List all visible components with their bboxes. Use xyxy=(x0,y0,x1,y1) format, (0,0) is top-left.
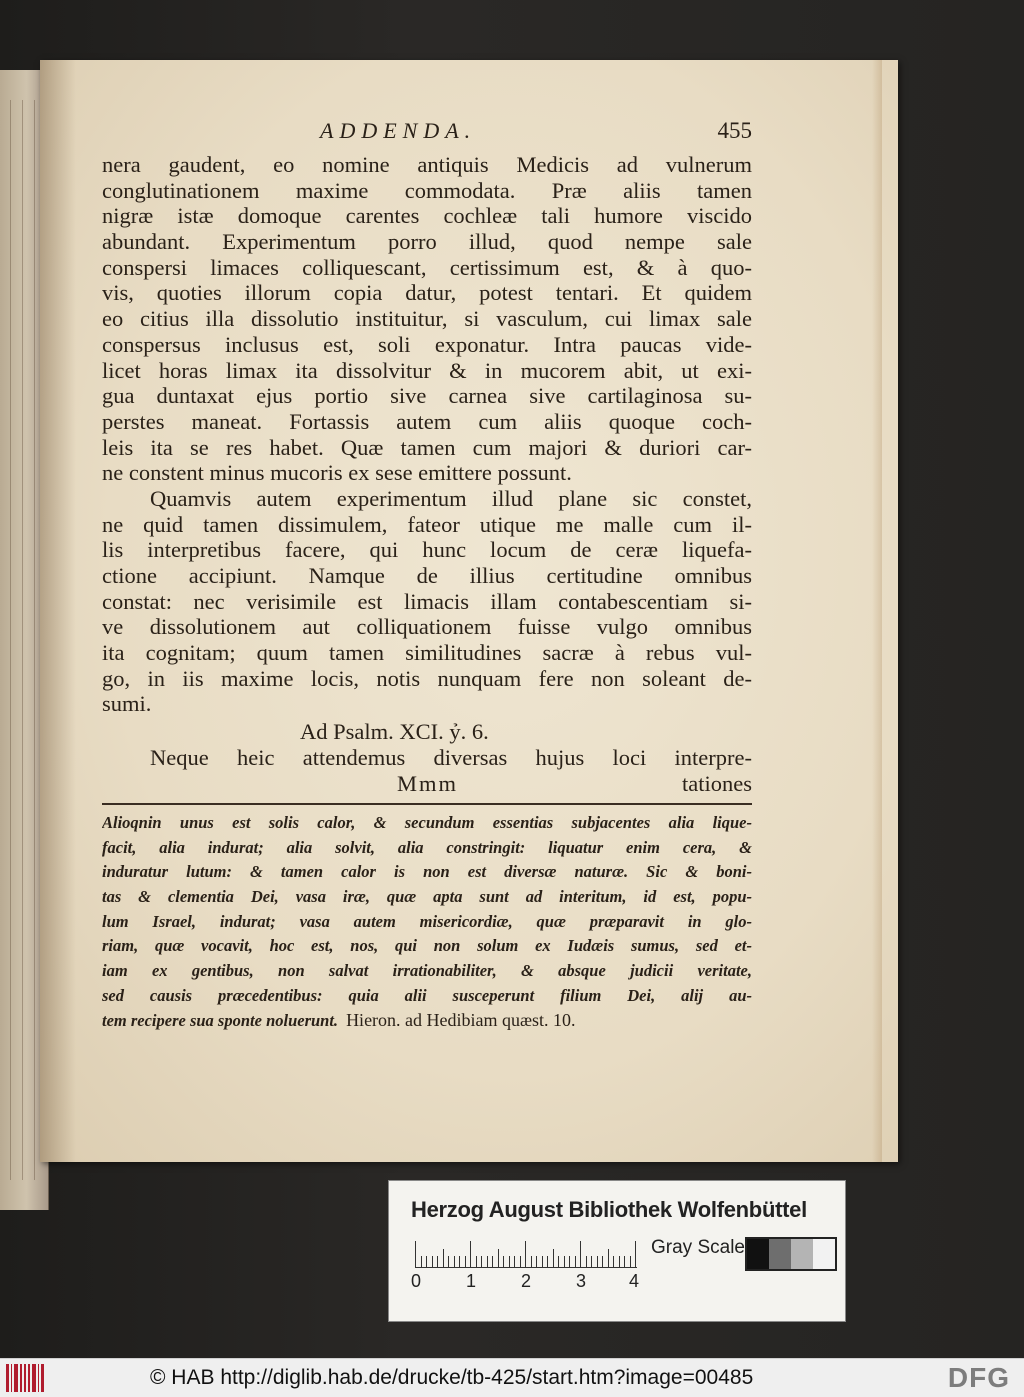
footer-bar xyxy=(0,1358,1024,1397)
ruler-tick xyxy=(619,1256,620,1267)
ruler-tick xyxy=(514,1256,515,1267)
footnote xyxy=(102,811,752,1033)
ruler-tick xyxy=(597,1256,598,1267)
footnote-text: tem recipere sua sponte noluerunt. xyxy=(102,1011,339,1031)
logo-bar xyxy=(24,1364,27,1392)
copyright-link[interactable]: © HAB http://diglib.hab.de/drucke/tb-425/start.htm?image=00485 xyxy=(150,1366,754,1389)
logo-bar xyxy=(6,1364,9,1392)
body-line: nigræ istæ domoque carentes cochleæ tali humore viscido xyxy=(102,203,752,229)
ruler-number: 4 xyxy=(629,1271,640,1291)
ruler-tick xyxy=(608,1249,609,1267)
ruler-tick xyxy=(459,1256,460,1267)
gray-swatch xyxy=(769,1239,791,1269)
ruler-tick xyxy=(630,1256,631,1267)
body-line: ita cognitam; quum tamen similitudines sacræ à rebus vul- xyxy=(102,640,752,666)
page-header xyxy=(102,118,752,152)
body-line: constat: nec verisimile est limacis illam contabescentiam si- xyxy=(102,588,752,614)
hab-logo-icon xyxy=(6,1364,44,1392)
ruler-tick xyxy=(415,1241,416,1267)
footnote-line: sed causis præcedentibus: quia alii susceperunt filium Dei, alij au- xyxy=(102,985,752,1005)
logo-bar xyxy=(38,1364,40,1392)
footnote-line: tas & clementia Dei, vasa iræ, quæ apta sunt ad interitum, id est, popu- xyxy=(102,886,752,906)
body-line: ctione accipiunt. Namque de illius certitudine omnibus xyxy=(102,563,752,588)
ruler-tick xyxy=(536,1256,537,1267)
body-line: Quamvis autem experimentum illud plane sic constet, xyxy=(150,485,752,511)
ruler-tick xyxy=(553,1249,554,1267)
gray-swatch xyxy=(747,1239,769,1269)
ruler-tick xyxy=(602,1256,603,1267)
body-line: eo citius illa dissolutio instituitur, si vasculum, cui limax sale xyxy=(102,306,752,332)
body-paragraph-1 xyxy=(102,152,752,486)
ruler-tick xyxy=(509,1256,510,1267)
body-paragraph-2 xyxy=(102,486,752,717)
footnote-line: facit, alia indurat; alia solvit, alia constringit: liquatur enim cera, & xyxy=(102,837,752,857)
body-line: conglutinationem maxime commodata. Præ aliis tamen xyxy=(102,177,752,203)
ruler-tick xyxy=(542,1256,543,1267)
library-name: Herzog August Bibliothek Wolfenbüttel xyxy=(411,1197,807,1222)
logo-bar xyxy=(14,1364,18,1392)
body-line: perstes maneat. Fortassis autem cum aliis quoque coch- xyxy=(102,408,752,434)
ruler-tick xyxy=(547,1256,548,1267)
logo-bar xyxy=(41,1364,44,1392)
body-line: leis ita se res habet. Quæ tamen cum majori & duriori car- xyxy=(102,434,752,460)
footnote-rule xyxy=(102,803,752,805)
ruler-tick xyxy=(465,1256,466,1267)
ruler-tick xyxy=(476,1256,477,1267)
footnote-line-last xyxy=(102,1008,752,1033)
dfg-logo: DFG xyxy=(947,1362,1010,1393)
footnote-line: lum Israel, indurat; vasa autem misericordiæ, quæ præparavit in glo- xyxy=(102,911,752,931)
section-heading: Ad Psalm. XCI. ỷ. 6. xyxy=(300,719,489,745)
ruler-tick xyxy=(503,1256,504,1267)
ruler-tick xyxy=(487,1256,488,1267)
logo-bar xyxy=(32,1364,36,1392)
ruler-tick xyxy=(564,1256,565,1267)
catchword: tationes xyxy=(682,770,752,796)
ruler-tick xyxy=(421,1256,422,1267)
running-head: ADDENDA. xyxy=(320,118,477,143)
ruler-number: 3 xyxy=(576,1271,587,1291)
ruler-tick xyxy=(498,1249,499,1267)
body-line: abundant. Experimentum porro illud, quod nempe sale xyxy=(102,229,752,255)
logo-bar xyxy=(11,1364,13,1392)
body-line: gua duntaxat ejus portio sive carnea sive cartilaginosa su- xyxy=(102,383,752,409)
book-page xyxy=(40,60,898,1162)
footnote-line: induratur lutum: & tamen calor is non est diversæ naturæ. Sic & boni- xyxy=(102,862,752,882)
footnote-source: Hieron. ad Hedibiam quæst. 10. xyxy=(346,1010,576,1031)
gray-swatch xyxy=(791,1239,813,1269)
ruler-tick xyxy=(613,1256,614,1267)
color-target-card xyxy=(388,1180,846,1322)
ruler-tick xyxy=(635,1241,636,1267)
ruler-tick xyxy=(432,1256,433,1267)
ruler-tick xyxy=(426,1256,427,1267)
gray-scale-label: Gray Scale xyxy=(651,1237,745,1258)
logo-bar xyxy=(28,1364,30,1392)
body-line: conspersi limaces colliquescant, certissimum est, & à quo- xyxy=(102,254,752,280)
footnote-line: iam ex gentibus, non salvat irrationabiliter, & absque judicii veritate, xyxy=(102,960,752,980)
ruler-tick xyxy=(443,1249,444,1267)
ruler-tick xyxy=(624,1256,625,1267)
body-line: ne quid tamen dissimulem, fateor utique me malle cum il- xyxy=(102,511,752,537)
ruler-tick xyxy=(454,1256,455,1267)
body-line: ne constent minus mucoris ex sese emittere possunt. xyxy=(102,460,572,486)
ruler-tick xyxy=(448,1256,449,1267)
page-number: 455 xyxy=(717,118,752,143)
gray-scale-swatches xyxy=(745,1237,837,1271)
page-text xyxy=(102,118,752,1033)
signature-mark: Mmm xyxy=(397,770,459,796)
signature-line xyxy=(102,771,752,797)
ruler-tick xyxy=(580,1241,581,1267)
ruler-tick xyxy=(520,1256,521,1267)
ruler-tick xyxy=(437,1256,438,1267)
footnote-line: Alioqnin unus est solis calor, & secundum essentias subjacentes alia lique- xyxy=(102,812,752,832)
ruler-number: 2 xyxy=(521,1271,532,1291)
ruler-tick xyxy=(470,1241,471,1267)
ruler-tick xyxy=(481,1256,482,1267)
body-line: go, in iis maxime locis, notis nunquam fere non soleant de- xyxy=(102,665,752,691)
ruler-tick xyxy=(558,1256,559,1267)
body-line: lis interpretibus facere, qui hunc locum de ceræ liquefa- xyxy=(102,537,752,563)
ruler-tick xyxy=(591,1256,592,1267)
gray-swatch xyxy=(813,1239,835,1269)
body-line: licet horas limax ita dissolvitur & in mucorem abit, ut exi- xyxy=(102,357,752,383)
body-line: vis, quoties illorum copia datur, potest tentari. Et quidem xyxy=(102,280,752,306)
ruler-tick xyxy=(492,1256,493,1267)
ruler-tick xyxy=(575,1256,576,1267)
body-line: nera gaudent, eo nomine antiquis Medicis ad vulnerum xyxy=(102,152,752,177)
ruler-tick xyxy=(569,1256,570,1267)
scale-ruler xyxy=(415,1239,637,1268)
ruler-tick xyxy=(586,1256,587,1267)
logo-bar xyxy=(20,1364,22,1392)
body-line: Neque heic attendemus diversas hujus loci interpre- xyxy=(150,745,752,771)
body-line: conspersus inclusus est, soli exponatur. Intra paucas vide- xyxy=(102,331,752,357)
body-line: sumi. xyxy=(102,691,152,717)
body-line: ve dissolutionem aut colliquationem fuisse vulgo omnibus xyxy=(102,614,752,640)
ruler-tick xyxy=(525,1241,526,1267)
ruler-number: 1 xyxy=(466,1271,477,1291)
ruler-number: 0 xyxy=(411,1271,422,1291)
footnote-line: riam, quæ vocavit, hoc est, nos, qui non solum ex Iudæis sumus, sed et- xyxy=(102,936,752,956)
ruler-tick xyxy=(531,1256,532,1267)
